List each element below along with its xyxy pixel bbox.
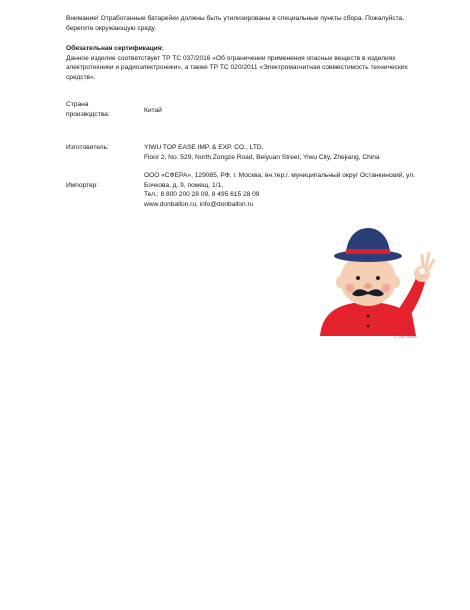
certification-section (66, 44, 438, 82)
importer-line-2: Бочкова, д. 9, помещ. 1/1, (144, 181, 224, 189)
mascot-nose (364, 283, 372, 289)
mascot-arm (398, 278, 425, 318)
importer-phone: Тел.: 8 800 200 28 09, 8 495 615 28 09 (144, 191, 260, 199)
certification-line-2: электротехники и радиоэлектроники», а также ТР ТС 020/2011 «Электромагнитная совместимость технических (66, 64, 408, 72)
manufacturer-address: Floor 2, No. 529, North Zongze Road, Beiyuan Street, Yiwu City, Zhejiang, China (144, 153, 380, 161)
certification-title: Обязательная сертификация: (66, 45, 164, 52)
don-ballon-mascot (312, 224, 442, 344)
country-value: Китай (144, 107, 162, 114)
shirt-button (367, 325, 370, 328)
warning-line-2: берегите окружающую среду. (66, 24, 157, 32)
certification-line-1: Данное изделие соответствует ТР ТС 037/2016 «Об ограничении применения опасных веществ в изделиях (66, 54, 396, 62)
mascot-eye (376, 276, 380, 280)
country-label-line-1: Страна (66, 101, 89, 108)
mascot-caption: © Don Ballon (394, 334, 418, 339)
warning-line-1: Внимание! Отработанные батарейки должны быть утилизированы в специальные пункты сбора. Пожалуйста, (66, 15, 405, 22)
manufacturer-value (144, 143, 444, 162)
importer-label: Импортер: (66, 182, 99, 189)
importer-value (144, 171, 444, 209)
shirt-button (367, 315, 370, 318)
country-label (66, 100, 136, 119)
bowler-hat-icon (334, 228, 402, 262)
mascot-eye (356, 276, 360, 280)
ok-hand-icon (414, 252, 436, 282)
certification-line-3: средств». (66, 73, 96, 81)
battery-warning (66, 14, 438, 33)
manufacturer-label: Изготовитель: (66, 144, 109, 151)
importer-web-email: www.donballon.ru, info@donballon.ru (144, 200, 254, 208)
manufacturer-name: YIWU TOP EASE IMP. & EXP. CO., LTD. (144, 144, 264, 151)
country-label-line-2: производства: (66, 110, 110, 118)
importer-line-1: ООО «СФЕРА», 129085, РФ, г. Москва, вн.тер.г. муниципальный округ Останкинский, ул. (144, 172, 415, 179)
